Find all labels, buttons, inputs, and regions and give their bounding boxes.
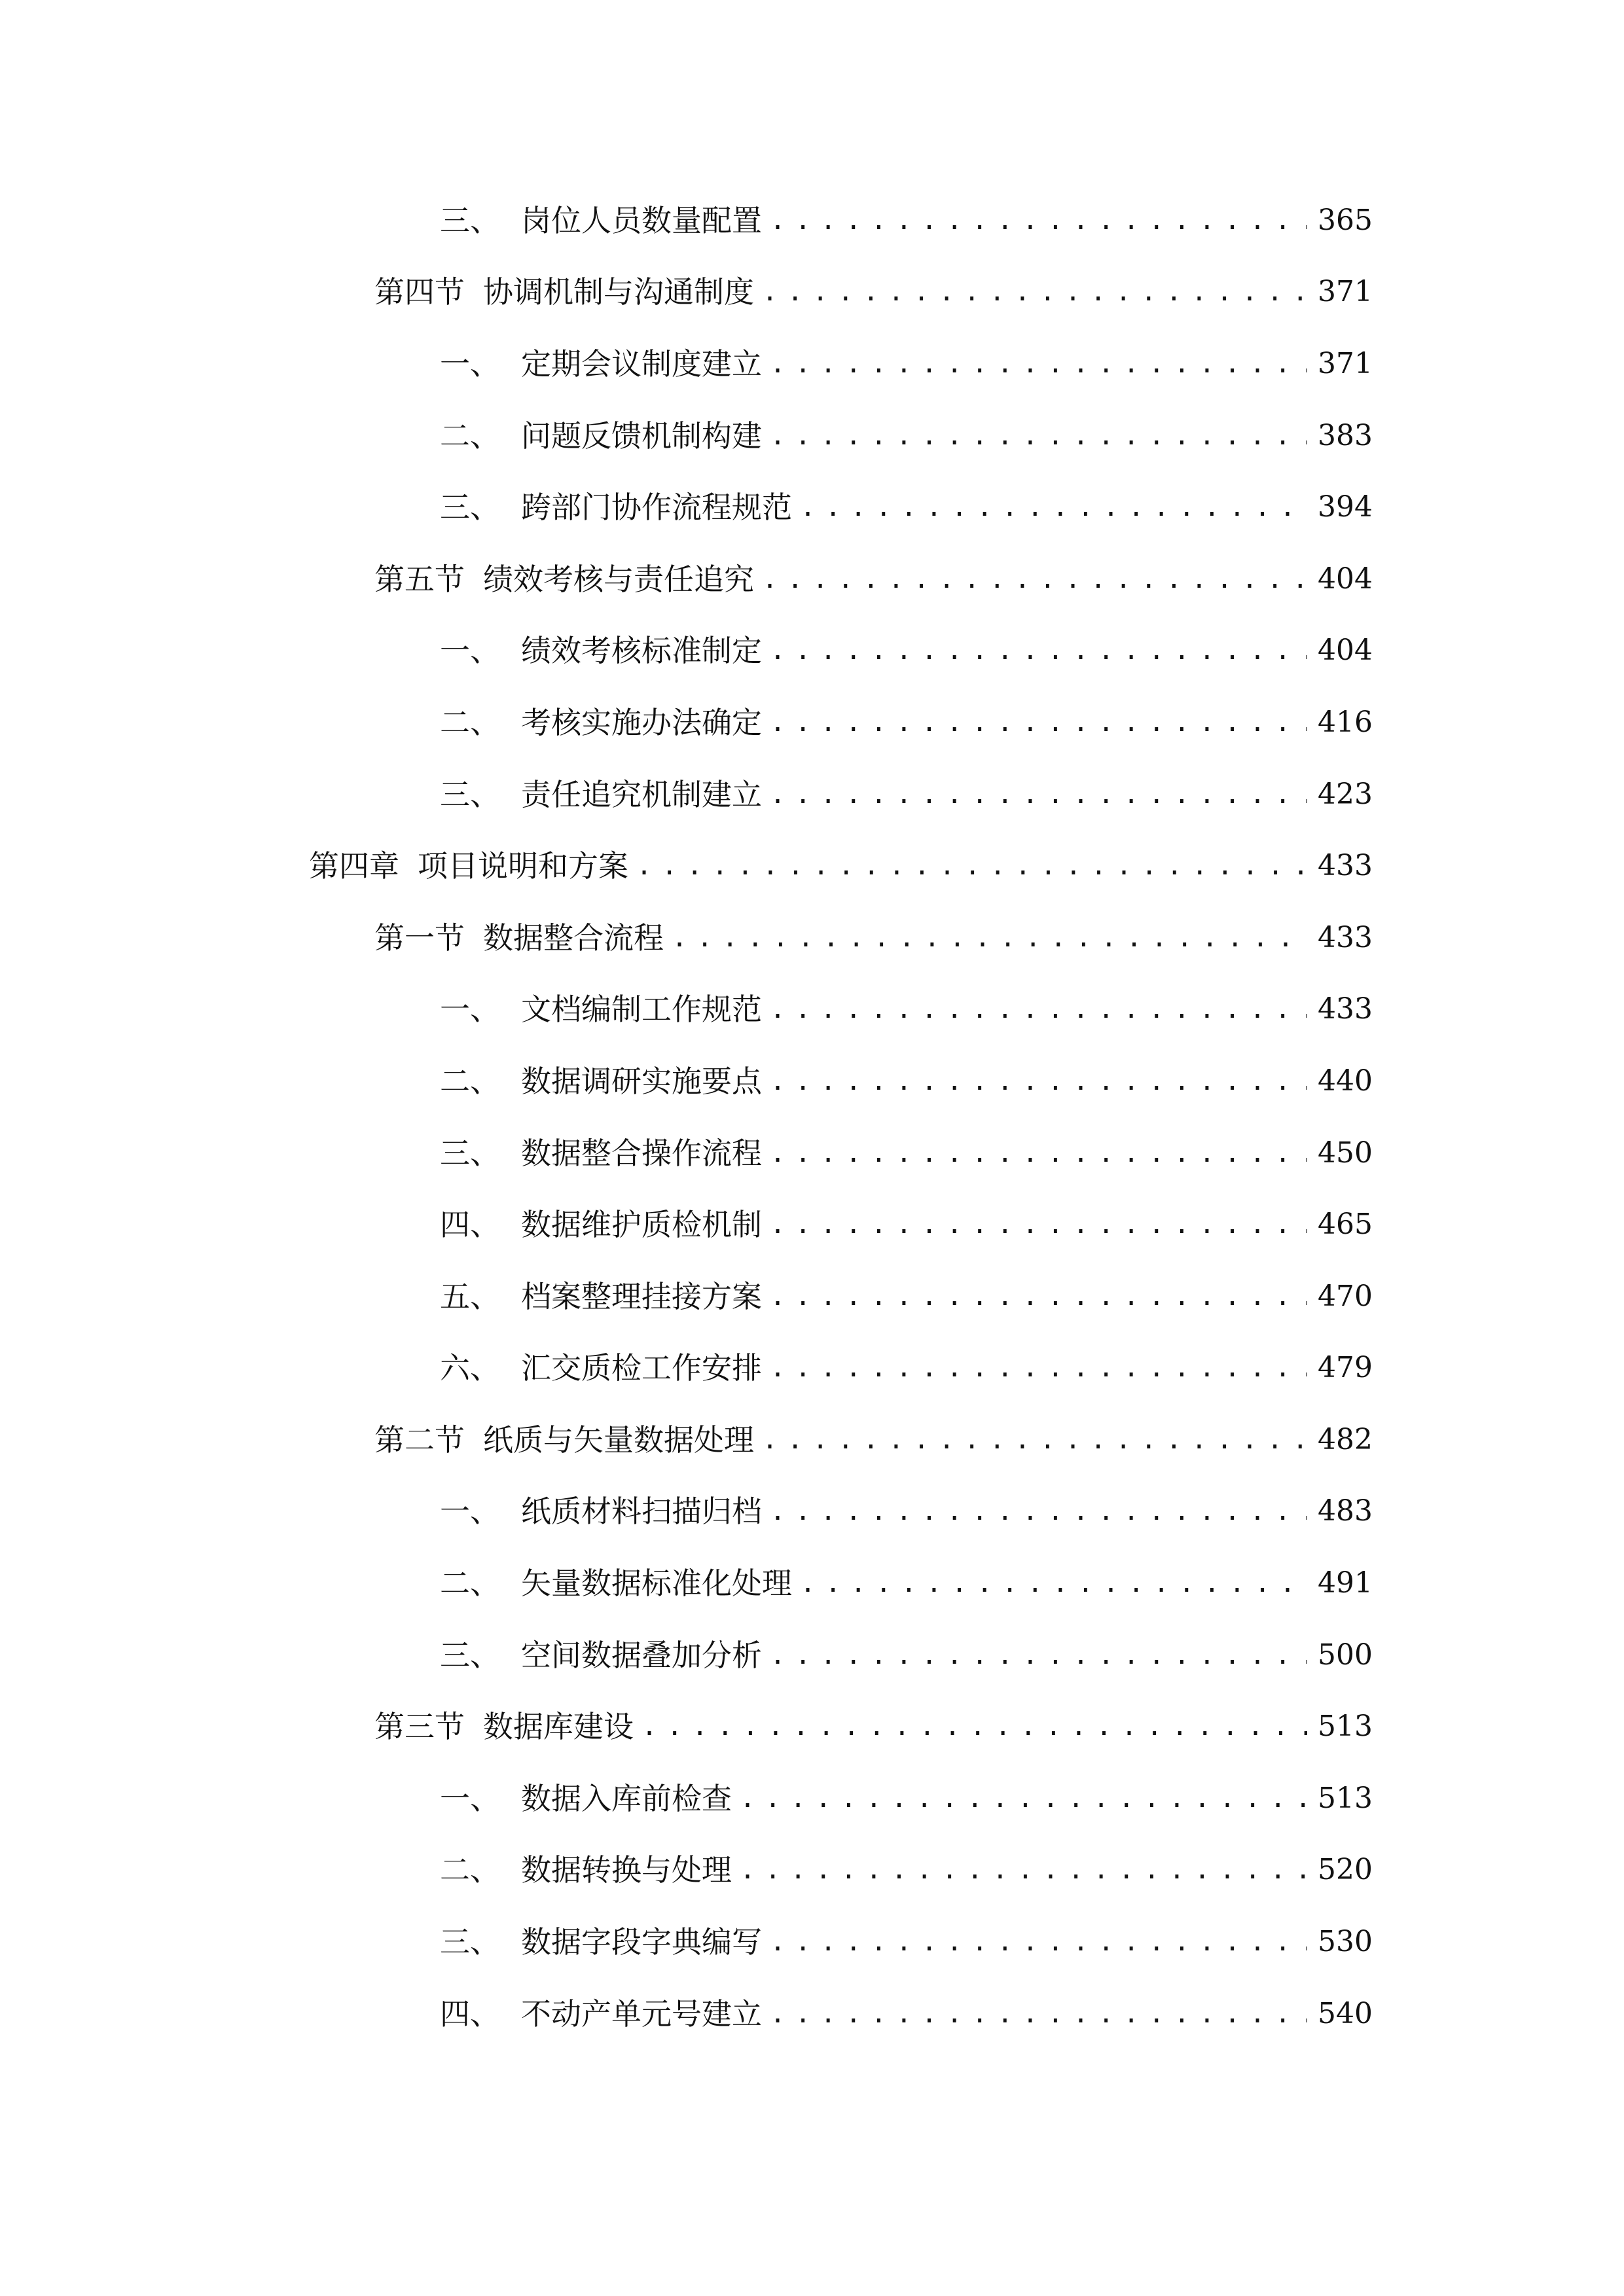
toc-dot-leader: [770, 1929, 1307, 1955]
toc-entry-title: 汇交质检工作安排: [521, 1350, 762, 1386]
toc-entry-page: 433: [1318, 849, 1373, 883]
toc-entry-page: 433: [1318, 920, 1373, 954]
toc-dot-leader: [770, 1283, 1307, 1310]
toc-entry-number: 第一节: [374, 920, 465, 956]
toc-entry-title: 绩效考核与责任追究: [483, 561, 754, 597]
toc-entry-number: 第三节: [374, 1709, 465, 1745]
toc-entry-number: 二、: [440, 1063, 500, 1099]
toc-entry[interactable]: [0, 1404, 1624, 1476]
toc-dot-leader: [762, 566, 1307, 592]
toc-entry-number: 二、: [440, 418, 500, 454]
toc-entry-number: 二、: [440, 704, 500, 740]
toc-entry-title: 绩效考核标准制定: [521, 633, 762, 669]
toc-dot-leader: [770, 207, 1307, 234]
toc-entry-number: 一、: [440, 633, 500, 669]
toc-entry[interactable]: [0, 328, 1624, 400]
toc-dot-leader: [770, 1140, 1307, 1166]
toc-entry-number: 六、: [440, 1350, 500, 1386]
toc-entry-title: 数据入库前检查: [521, 1780, 732, 1816]
toc-entry-title: 考核实施办法确定: [521, 704, 762, 740]
toc-entry-page: 404: [1318, 562, 1373, 596]
toc-entry[interactable]: [0, 1906, 1624, 1978]
toc-entry[interactable]: [0, 1619, 1624, 1691]
toc-entry-page: 383: [1318, 418, 1373, 452]
toc-entry-page: 371: [1318, 275, 1373, 309]
toc-entry-number: 二、: [440, 1566, 500, 1602]
toc-entry[interactable]: [0, 400, 1624, 472]
toc-entry-page: 479: [1318, 1351, 1373, 1385]
toc-entry-title: 定期会议制度建立: [521, 346, 762, 382]
toc-entry-page: 520: [1318, 1853, 1373, 1887]
toc-entry-page: 423: [1318, 777, 1373, 811]
toc-entry-title: 数据维护质检机制: [521, 1207, 762, 1243]
toc-entry[interactable]: [0, 1045, 1624, 1117]
toc-entry-title: 纸质材料扫描归档: [521, 1494, 762, 1530]
toc-entry-page: 513: [1318, 1781, 1373, 1815]
toc-entry-page: 513: [1318, 1710, 1373, 1744]
table-of-contents: [0, 185, 1624, 2049]
toc-entry-number: 三、: [440, 1637, 500, 1673]
toc-entry-page: 416: [1318, 705, 1373, 739]
toc-entry-number: 一、: [440, 1780, 500, 1816]
toc-entry[interactable]: [0, 759, 1624, 831]
toc-dot-leader: [641, 1713, 1307, 1740]
toc-dot-leader: [740, 1785, 1307, 1812]
toc-dot-leader: [770, 1642, 1307, 1668]
toc-entry-title: 数据库建设: [483, 1709, 634, 1745]
toc-dot-leader: [770, 423, 1307, 449]
toc-entry-page: 465: [1318, 1208, 1373, 1242]
toc-entry[interactable]: [0, 615, 1624, 687]
toc-dot-leader: [770, 996, 1307, 1022]
toc-dot-leader: [770, 1068, 1307, 1094]
toc-entry-title: 责任追究机制建立: [521, 776, 762, 812]
toc-entry[interactable]: [0, 1261, 1624, 1333]
toc-entry-number: 三、: [440, 776, 500, 812]
toc-entry[interactable]: [0, 185, 1624, 257]
toc-entry[interactable]: [0, 257, 1624, 329]
toc-dot-leader: [636, 853, 1307, 879]
toc-entry-title: 不动产单元号建立: [521, 1996, 762, 2032]
toc-entry-title: 纸质与矢量数据处理: [483, 1422, 754, 1458]
toc-dot-leader: [672, 925, 1307, 951]
toc-entry-page: 450: [1318, 1136, 1373, 1170]
toc-entry-number: 二、: [440, 1852, 500, 1888]
toc-dot-leader: [770, 709, 1307, 736]
toc-entry-number: 一、: [440, 992, 500, 1028]
toc-entry-page: 440: [1318, 1064, 1373, 1098]
toc-entry[interactable]: [0, 1333, 1624, 1405]
toc-entry-title: 问题反馈机制构建: [521, 418, 762, 454]
toc-entry-page: 365: [1318, 203, 1373, 237]
toc-entry-title: 矢量数据标准化处理: [521, 1566, 792, 1602]
toc-dot-leader: [770, 637, 1307, 664]
toc-dot-leader: [770, 1355, 1307, 1381]
toc-dot-leader: [770, 351, 1307, 377]
toc-entry[interactable]: [0, 1547, 1624, 1619]
toc-entry-title: 跨部门协作流程规范: [521, 490, 792, 526]
toc-entry-number: 一、: [440, 346, 500, 382]
toc-entry-title: 档案整理挂接方案: [521, 1278, 762, 1314]
toc-dot-leader: [770, 1211, 1307, 1238]
toc-entry-title: 项目说明和方案: [418, 848, 628, 884]
toc-entry-title: 文档编制工作规范: [521, 992, 762, 1028]
toc-entry-number: 三、: [440, 1135, 500, 1171]
toc-entry-title: 数据字段字典编写: [521, 1924, 762, 1960]
toc-entry-page: 491: [1318, 1566, 1373, 1600]
toc-dot-leader: [740, 1857, 1307, 1883]
toc-dot-leader: [770, 2001, 1307, 2027]
toc-entry[interactable]: [0, 543, 1624, 615]
toc-entry-page: 404: [1318, 634, 1373, 668]
toc-entry-title: 数据调研实施要点: [521, 1063, 762, 1099]
toc-entry-title: 协调机制与沟通制度: [483, 274, 754, 310]
toc-entry[interactable]: [0, 902, 1624, 974]
toc-entry-number: 第二节: [374, 1422, 465, 1458]
toc-dot-leader: [770, 781, 1307, 808]
toc-entry-title: 岗位人员数量配置: [521, 202, 762, 238]
toc-entry-page: 433: [1318, 992, 1373, 1026]
toc-entry-page: 371: [1318, 346, 1373, 380]
toc-entry-number: 第五节: [374, 561, 465, 597]
toc-entry-number: 五、: [440, 1278, 500, 1314]
toc-dot-leader: [800, 494, 1307, 520]
toc-entry[interactable]: [0, 1189, 1624, 1261]
toc-entry[interactable]: [0, 1835, 1624, 1907]
toc-dot-leader: [770, 1498, 1307, 1524]
toc-entry-title: 数据整合操作流程: [521, 1135, 762, 1171]
toc-entry-title: 数据转换与处理: [521, 1852, 732, 1888]
toc-entry-number: 三、: [440, 202, 500, 238]
toc-entry-page: 483: [1318, 1494, 1373, 1528]
toc-entry[interactable]: [0, 1691, 1624, 1763]
toc-entry[interactable]: [0, 1763, 1624, 1835]
toc-entry-page: 540: [1318, 1996, 1373, 2030]
toc-entry[interactable]: [0, 1978, 1624, 2050]
toc-entry[interactable]: [0, 471, 1624, 543]
toc-entry[interactable]: [0, 974, 1624, 1046]
toc-entry-number: 第四节: [374, 274, 465, 310]
toc-entry[interactable]: [0, 1117, 1624, 1189]
toc-entry-number: 四、: [440, 1207, 500, 1243]
toc-entry-page: 530: [1318, 1925, 1373, 1959]
toc-entry-number: 一、: [440, 1494, 500, 1530]
toc-dot-leader: [762, 279, 1307, 305]
toc-entry-page: 482: [1318, 1422, 1373, 1456]
toc-dot-leader: [800, 1570, 1307, 1596]
toc-entry-number: 三、: [440, 1924, 500, 1960]
toc-dot-leader: [762, 1427, 1307, 1453]
toc-entry-page: 470: [1318, 1279, 1373, 1313]
toc-entry-title: 空间数据叠加分析: [521, 1637, 762, 1673]
toc-entry-number: 三、: [440, 490, 500, 526]
toc-entry[interactable]: [0, 830, 1624, 902]
toc-entry-number: 四、: [440, 1996, 500, 2032]
toc-entry-title: 数据整合流程: [483, 920, 664, 956]
toc-entry-page: 394: [1318, 490, 1373, 524]
toc-entry[interactable]: [0, 1476, 1624, 1548]
toc-entry[interactable]: [0, 687, 1624, 759]
toc-entry-page: 500: [1318, 1638, 1373, 1672]
toc-entry-number: 第四章: [309, 848, 399, 884]
